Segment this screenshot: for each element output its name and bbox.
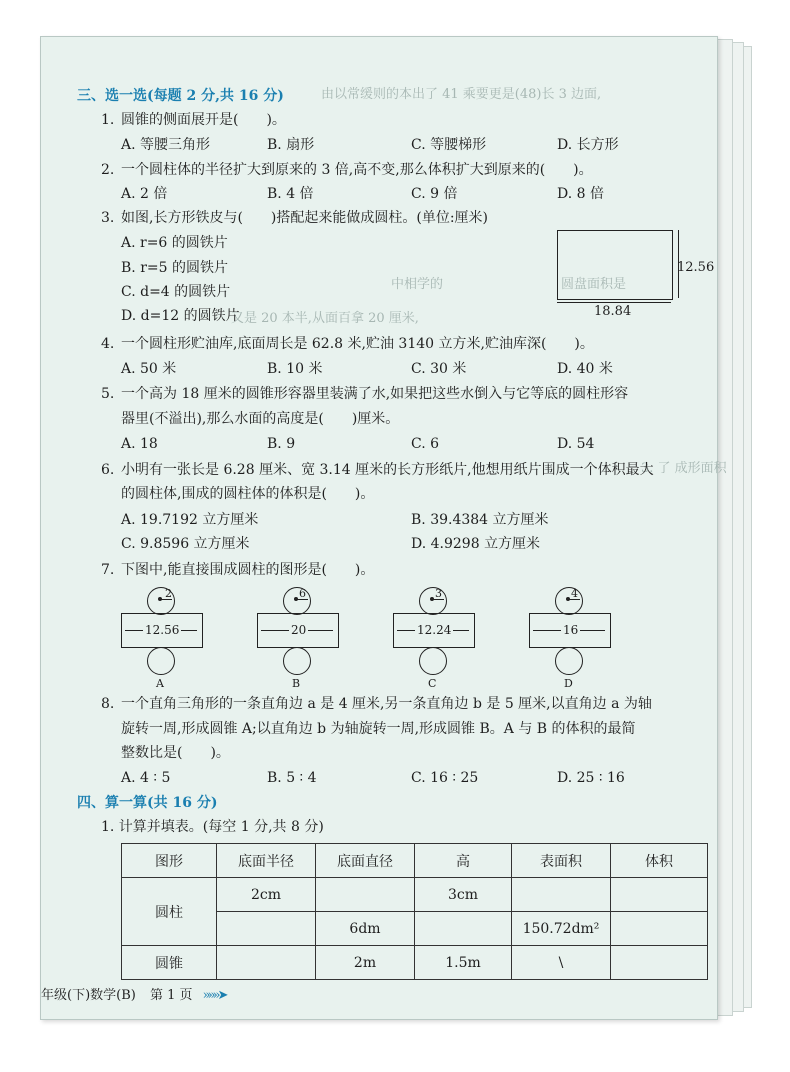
bottom-circle [283, 647, 311, 675]
question-number: 4. [101, 336, 115, 352]
option: B. 扇形 [267, 137, 315, 153]
option: C. 9 倍 [411, 186, 458, 202]
question-number: 3. [101, 210, 115, 226]
height-label: 12.56 [677, 260, 715, 275]
question-stem: 一个圆柱体的半径扩大到原来的 3 倍,高不变,那么体积扩大到原来的( )。 [121, 162, 593, 178]
option: A. 18 [121, 436, 158, 452]
bottom-circle [147, 647, 175, 675]
radius-label: 4 [571, 587, 578, 600]
figure-letter: A [156, 677, 164, 690]
option: B. r=5 的圆铁片 [121, 260, 228, 276]
figure-letter: D [564, 677, 573, 690]
footer-text: 年级(下)数学(B) [41, 988, 136, 1003]
net-figure-d [529, 587, 611, 690]
header-cell: 底面直径 [316, 844, 415, 878]
cell-height-blank[interactable] [415, 912, 512, 946]
bleed-text: 又是 20 本半,从面百拿 20 厘米, [231, 311, 419, 326]
calculation-table [121, 843, 708, 980]
figure-letter: B [292, 677, 301, 690]
length-label: 12.24 [417, 623, 452, 637]
bottom-circle [419, 647, 447, 675]
option: C. 30 米 [411, 361, 467, 377]
option: A. 2 倍 [121, 186, 168, 202]
section-title: 三、选一选(每题 2 分,共 16 分) [77, 88, 284, 104]
cell-surface-blank[interactable] [512, 878, 611, 912]
option: D. 长方形 [557, 137, 619, 153]
option: C. d=4 的圆铁片 [121, 284, 231, 300]
bleed-text: 3. 了 成形面积 [641, 461, 727, 476]
question-number: 2. [101, 162, 115, 178]
bleed-text: 圆盘面积是 [561, 277, 627, 292]
center-dot [158, 597, 162, 601]
cell-diameter: 6dm [316, 912, 415, 946]
cell-volume-blank[interactable] [611, 878, 708, 912]
question-stem-line: 的圆柱体,围成的圆柱体的体积是( )。 [121, 486, 375, 502]
option: A. r=6 的圆铁片 [121, 235, 228, 251]
cell-height: 3cm [415, 878, 512, 912]
option: B. 10 米 [267, 361, 323, 377]
figure-letter: C [428, 677, 437, 690]
header-cell: 高 [415, 844, 512, 878]
section-title: 四、算一算(共 16 分) [77, 795, 218, 811]
option: B. 39.4384 立方厘米 [411, 512, 549, 528]
radius-label: 6 [299, 587, 306, 600]
question-stem-line: 小明有一张长是 6.28 厘米、宽 3.14 厘米的长方形纸片,他想用纸片围成一个体积最大 [121, 462, 654, 478]
cell-diameter-blank[interactable] [316, 878, 415, 912]
top-circle [419, 587, 447, 615]
question-stem: 1. 计算并填表。(每空 1 分,共 8 分) [101, 819, 324, 835]
row-label-cylinder: 圆柱 [122, 878, 217, 946]
radius-label: 3 [435, 587, 442, 600]
option: D. 40 米 [557, 361, 613, 377]
question-number: 8. [101, 696, 115, 712]
net-figure-a [121, 587, 203, 690]
width-label: 18.84 [594, 304, 632, 319]
page-footer [41, 984, 225, 1003]
table-row [122, 946, 708, 980]
question-number: 5. [101, 386, 115, 402]
option: D. d=12 的圆铁片 [121, 308, 240, 324]
bottom-circle [555, 647, 583, 675]
option: C. 等腰梯形 [411, 137, 487, 153]
bleed-text: 由以常缓则的本出了 41 乘要更是(48)长 3 边面, [321, 87, 602, 102]
cell-radius-blank[interactable] [217, 946, 316, 980]
question-number: 7. [101, 562, 115, 578]
cell-volume-blank[interactable] [611, 912, 708, 946]
center-dot [566, 597, 570, 601]
header-cell: 图形 [122, 844, 217, 878]
option: B. 4 倍 [267, 186, 314, 202]
option: A. 等腰三角形 [121, 137, 211, 153]
cell-height: 1.5m [415, 946, 512, 980]
question-stem: 如图,长方形铁皮与( )搭配起来能做成圆柱。(单位:厘米) [121, 210, 489, 226]
option: D. 4.9298 立方厘米 [411, 536, 541, 552]
table-row [122, 878, 708, 912]
option: A. 50 米 [121, 361, 177, 377]
header-cell: 底面半径 [217, 844, 316, 878]
center-dot [430, 597, 434, 601]
length-label: 12.56 [145, 623, 180, 637]
arrow-decoration-icon: »»»➤ [202, 988, 226, 1003]
cell-volume-blank[interactable] [611, 946, 708, 980]
top-circle [555, 587, 583, 615]
option: D. 8 倍 [557, 186, 604, 202]
table-header-row [122, 844, 708, 878]
option: D. 54 [557, 436, 595, 452]
option: C. 6 [411, 436, 440, 452]
header-cell: 表面积 [512, 844, 611, 878]
question-stem-line: 一个直角三角形的一条直角边 a 是 4 厘米,另一条直角边 b 是 5 厘米,以直角边 a 为轴 [121, 696, 652, 712]
question-stem: 下图中,能直接围成圆柱的图形是( )。 [121, 562, 375, 578]
question-stem-line: 旋转一周,形成圆锥 A;以直角边 b 为轴旋转一周,形成圆锥 B。A 与 B 的体积的最简 [121, 721, 636, 737]
footer-page-number: 第 1 页 [149, 988, 193, 1003]
length-label: 20 [291, 623, 307, 637]
option: B. 5 ∶ 4 [267, 770, 317, 786]
cell-radius: 2cm [217, 878, 316, 912]
question-number: 6. [101, 462, 115, 478]
option: B. 9 [267, 436, 296, 452]
question-stem: 圆锥的侧面展开是( )。 [121, 112, 286, 128]
question-number: 1. [101, 112, 115, 128]
cell-surface-na: \ [512, 946, 611, 980]
option: A. 19.7192 立方厘米 [121, 512, 259, 528]
center-dot [294, 597, 298, 601]
question-stem-line: 器里(不溢出),那么水面的高度是( )厘米。 [121, 411, 400, 427]
length-label: 16 [563, 623, 579, 637]
bleed-text: 中相学的 [391, 277, 444, 292]
rectangle-sheet-figure [557, 230, 673, 300]
top-circle [283, 587, 311, 615]
cell-diameter: 2m [316, 946, 415, 980]
question-stem-line: 整数比是( )。 [121, 745, 230, 761]
radius-label: 2 [165, 587, 172, 600]
cell-surface: 150.72dm² [512, 912, 611, 946]
row-label-cone: 圆锥 [122, 946, 217, 980]
option: C. 9.8596 立方厘米 [121, 536, 250, 552]
cell-radius-blank[interactable] [217, 912, 316, 946]
option: D. 25 ∶ 16 [557, 770, 625, 786]
question-stem: 一个圆柱形贮油库,底面周长是 62.8 米,贮油 3140 立方米,贮油库深( )。 [121, 336, 594, 352]
option: A. 4 ∶ 5 [121, 770, 171, 786]
net-figure-b [257, 587, 339, 690]
worksheet-page [40, 36, 727, 1020]
header-cell: 体积 [611, 844, 708, 878]
question-stem-line: 一个高为 18 厘米的圆锥形容器里装满了水,如果把这些水倒入与它等底的圆柱形容 [121, 386, 629, 402]
option: C. 16 ∶ 25 [411, 770, 479, 786]
net-figure-c [393, 587, 475, 690]
